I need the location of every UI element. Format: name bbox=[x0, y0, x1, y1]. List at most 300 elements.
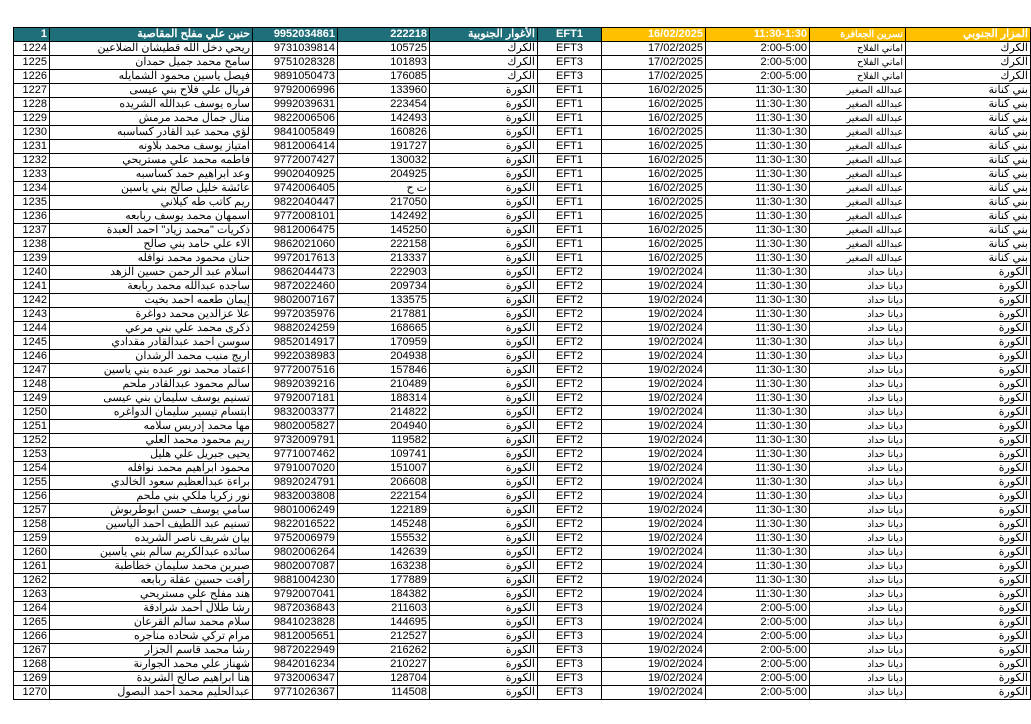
cell-date: 16/02/2025 bbox=[602, 210, 706, 224]
cell-date: 19/02/2024 bbox=[602, 560, 706, 574]
cell-location: الكورة bbox=[906, 574, 1031, 588]
cell-date: 19/02/2024 bbox=[602, 546, 706, 560]
cell-name: فريال علي فلاح بني عيسى bbox=[50, 84, 253, 98]
cell-time: 11:30-1:30 bbox=[706, 252, 810, 266]
cell-directorate: الكورة bbox=[430, 210, 538, 224]
cell-directorate: الكورة bbox=[430, 420, 538, 434]
cell-time: 11:30-1:30 bbox=[706, 280, 810, 294]
cell-directorate: الكورة bbox=[430, 280, 538, 294]
cell-location: الكورة bbox=[906, 518, 1031, 532]
cell-location: الكورة bbox=[906, 350, 1031, 364]
cell-location: الكورة bbox=[906, 294, 1031, 308]
cell-directorate: الكرك bbox=[430, 56, 538, 70]
cell-group: EFT1 bbox=[538, 98, 602, 112]
cell-national-id: 9812006414 bbox=[253, 140, 338, 154]
cell-national-id: 9791007020 bbox=[253, 462, 338, 476]
cell-time: 11:30-1:30 bbox=[706, 490, 810, 504]
table-row bbox=[14, 238, 1031, 252]
cell-time: 2:00-5:00 bbox=[706, 672, 810, 686]
cell-supervisor: عبدالله الصغير bbox=[810, 140, 906, 154]
cell-group: EFT3 bbox=[538, 686, 602, 700]
cell-supervisor: ديانا حداد bbox=[810, 406, 906, 420]
cell-name: مرام تركي شحاده مناجره bbox=[50, 630, 253, 644]
cell-row-number: 1244 bbox=[14, 322, 50, 336]
cell-row-number: 1254 bbox=[14, 462, 50, 476]
cell-exam-id: 144695 bbox=[338, 616, 430, 630]
cell-time: 11:30-1:30 bbox=[706, 532, 810, 546]
cell-group: EFT3 bbox=[538, 602, 602, 616]
cell-date: 19/02/2024 bbox=[602, 336, 706, 350]
cell-location: الكورة bbox=[906, 308, 1031, 322]
cell-location: الكورة bbox=[906, 434, 1031, 448]
cell-group: EFT2 bbox=[538, 378, 602, 392]
cell-time: 11:30-1:30 bbox=[706, 504, 810, 518]
table-row bbox=[14, 140, 1031, 154]
table-row bbox=[14, 518, 1031, 532]
cell-exam-id: 145248 bbox=[338, 518, 430, 532]
cell-time: 11:30-1:30 bbox=[706, 574, 810, 588]
cell-location: بني كنانة bbox=[906, 154, 1031, 168]
cell-date: 19/02/2024 bbox=[602, 490, 706, 504]
table-row bbox=[14, 98, 1031, 112]
cell-national-id: 9822016522 bbox=[253, 518, 338, 532]
cell-date: 16/02/2025 bbox=[602, 182, 706, 196]
cell-exam-id: 145250 bbox=[338, 224, 430, 238]
cell-exam-id: 212527 bbox=[338, 630, 430, 644]
cell-group: EFT2 bbox=[538, 588, 602, 602]
cell-supervisor: ديانا حداد bbox=[810, 280, 906, 294]
cell-exam-id: 184382 bbox=[338, 588, 430, 602]
cell-location: بني كنانة bbox=[906, 140, 1031, 154]
cell-location: الكورة bbox=[906, 364, 1031, 378]
header-cell-group: EFT1 bbox=[538, 28, 602, 42]
cell-row-number: 1268 bbox=[14, 658, 50, 672]
cell-date: 19/02/2024 bbox=[602, 350, 706, 364]
cell-row-number: 1238 bbox=[14, 238, 50, 252]
cell-time: 11:30-1:30 bbox=[706, 140, 810, 154]
cell-exam-id: 214822 bbox=[338, 406, 430, 420]
cell-row-number: 1270 bbox=[14, 686, 50, 700]
table-row bbox=[14, 182, 1031, 196]
cell-date: 19/02/2024 bbox=[602, 434, 706, 448]
cell-date: 19/02/2024 bbox=[602, 672, 706, 686]
cell-exam-id: 105725 bbox=[338, 42, 430, 56]
table-row bbox=[14, 658, 1031, 672]
cell-supervisor: عبدالله الصغير bbox=[810, 126, 906, 140]
cell-exam-id: 210227 bbox=[338, 658, 430, 672]
cell-date: 16/02/2025 bbox=[602, 84, 706, 98]
cell-row-number: 1237 bbox=[14, 224, 50, 238]
cell-group: EFT1 bbox=[538, 196, 602, 210]
cell-name: وعد ابراهيم حمد كساسبه bbox=[50, 168, 253, 182]
cell-group: EFT2 bbox=[538, 350, 602, 364]
cell-row-number: 1250 bbox=[14, 406, 50, 420]
cell-national-id: 9822040447 bbox=[253, 196, 338, 210]
table-row bbox=[14, 378, 1031, 392]
cell-directorate: الكورة bbox=[430, 560, 538, 574]
cell-exam-id: 211603 bbox=[338, 602, 430, 616]
cell-name: هند مفلح علي مستريحي bbox=[50, 588, 253, 602]
cell-supervisor: ديانا حداد bbox=[810, 672, 906, 686]
cell-exam-id: 176085 bbox=[338, 70, 430, 84]
cell-time: 11:30-1:30 bbox=[706, 462, 810, 476]
cell-supervisor: ديانا حداد bbox=[810, 364, 906, 378]
cell-exam-id: 142492 bbox=[338, 210, 430, 224]
cell-directorate: الكورة bbox=[430, 658, 538, 672]
cell-national-id: 9731039814 bbox=[253, 42, 338, 56]
cell-row-number: 1233 bbox=[14, 168, 50, 182]
cell-location: الكورة bbox=[906, 546, 1031, 560]
cell-directorate: الكورة bbox=[430, 672, 538, 686]
cell-date: 19/02/2024 bbox=[602, 280, 706, 294]
cell-row-number: 1229 bbox=[14, 112, 50, 126]
cell-exam-id: 114508 bbox=[338, 686, 430, 700]
cell-time: 2:00-5:00 bbox=[706, 616, 810, 630]
cell-national-id: 9972017613 bbox=[253, 252, 338, 266]
cell-national-id: 9792007041 bbox=[253, 588, 338, 602]
cell-national-id: 9832003377 bbox=[253, 406, 338, 420]
cell-exam-id: 188314 bbox=[338, 392, 430, 406]
table-row bbox=[14, 630, 1031, 644]
cell-date: 16/02/2025 bbox=[602, 196, 706, 210]
cell-group: EFT2 bbox=[538, 336, 602, 350]
cell-national-id: 9732009791 bbox=[253, 434, 338, 448]
cell-time: 2:00-5:00 bbox=[706, 686, 810, 700]
cell-name: اسلام عبد الرحمن حسين الزهد bbox=[50, 266, 253, 280]
header-cell-national-id: 9952034861 bbox=[253, 28, 338, 42]
cell-national-id: 9802006264 bbox=[253, 546, 338, 560]
cell-exam-id: 133575 bbox=[338, 294, 430, 308]
cell-row-number: 1258 bbox=[14, 518, 50, 532]
cell-directorate: الكرك bbox=[430, 70, 538, 84]
cell-group: EFT1 bbox=[538, 238, 602, 252]
cell-group: EFT1 bbox=[538, 140, 602, 154]
cell-directorate: الكورة bbox=[430, 112, 538, 126]
cell-national-id: 9792006996 bbox=[253, 84, 338, 98]
cell-row-number: 1252 bbox=[14, 434, 50, 448]
cell-exam-id: 204940 bbox=[338, 420, 430, 434]
cell-row-number: 1243 bbox=[14, 308, 50, 322]
cell-supervisor: ديانا حداد bbox=[810, 532, 906, 546]
cell-directorate: الكورة bbox=[430, 476, 538, 490]
cell-location: الكورة bbox=[906, 672, 1031, 686]
cell-location: الكورة bbox=[906, 462, 1031, 476]
cell-row-number: 1246 bbox=[14, 350, 50, 364]
cell-group: EFT2 bbox=[538, 280, 602, 294]
cell-location: الكورة bbox=[906, 266, 1031, 280]
cell-location: الكورة bbox=[906, 560, 1031, 574]
cell-location: بني كنانة bbox=[906, 126, 1031, 140]
cell-directorate: الكورة bbox=[430, 406, 538, 420]
cell-name: سلام محمد سالم القرعان bbox=[50, 616, 253, 630]
cell-exam-id: 206608 bbox=[338, 476, 430, 490]
header-cell-name: حنين علي مفلح المقاصبة bbox=[50, 28, 253, 42]
table-row bbox=[14, 602, 1031, 616]
cell-exam-id: 168665 bbox=[338, 322, 430, 336]
table-row bbox=[14, 532, 1031, 546]
cell-national-id: 9751028328 bbox=[253, 56, 338, 70]
table-row bbox=[14, 168, 1031, 182]
cell-time: 11:30-1:30 bbox=[706, 392, 810, 406]
cell-directorate: الكورة bbox=[430, 196, 538, 210]
cell-exam-id: 109741 bbox=[338, 448, 430, 462]
cell-national-id: 9842016234 bbox=[253, 658, 338, 672]
cell-group: EFT2 bbox=[538, 322, 602, 336]
cell-date: 16/02/2025 bbox=[602, 126, 706, 140]
cell-group: EFT3 bbox=[538, 644, 602, 658]
table-row bbox=[14, 406, 1031, 420]
cell-supervisor: ديانا حداد bbox=[810, 294, 906, 308]
cell-name: سامي يوسف حسن ابوطربوش bbox=[50, 504, 253, 518]
table-row bbox=[14, 84, 1031, 98]
cell-national-id: 9742006405 bbox=[253, 182, 338, 196]
cell-directorate: الكورة bbox=[430, 308, 538, 322]
cell-time: 11:30-1:30 bbox=[706, 196, 810, 210]
cell-time: 11:30-1:30 bbox=[706, 294, 810, 308]
cell-name: ساره يوسف عبدالله الشريده bbox=[50, 98, 253, 112]
cell-group: EFT3 bbox=[538, 616, 602, 630]
cell-national-id: 9872036843 bbox=[253, 602, 338, 616]
cell-location: بني كنانة bbox=[906, 210, 1031, 224]
table-row bbox=[14, 560, 1031, 574]
cell-date: 19/02/2024 bbox=[602, 392, 706, 406]
cell-national-id: 9881004230 bbox=[253, 574, 338, 588]
table-row bbox=[14, 392, 1031, 406]
cell-time: 2:00-5:00 bbox=[706, 70, 810, 84]
cell-exam-id: 151007 bbox=[338, 462, 430, 476]
cell-date: 19/02/2024 bbox=[602, 462, 706, 476]
cell-supervisor: ديانا حداد bbox=[810, 658, 906, 672]
cell-row-number: 1245 bbox=[14, 336, 50, 350]
cell-exam-id: 223454 bbox=[338, 98, 430, 112]
cell-group: EFT3 bbox=[538, 658, 602, 672]
cell-time: 11:30-1:30 bbox=[706, 224, 810, 238]
cell-group: EFT2 bbox=[538, 490, 602, 504]
cell-time: 11:30-1:30 bbox=[706, 126, 810, 140]
cell-row-number: 1234 bbox=[14, 182, 50, 196]
cell-supervisor: عبدالله الصغير bbox=[810, 98, 906, 112]
cell-directorate: الكورة bbox=[430, 84, 538, 98]
cell-exam-id: 222154 bbox=[338, 490, 430, 504]
cell-row-number: 1267 bbox=[14, 644, 50, 658]
cell-directorate: الكورة bbox=[430, 644, 538, 658]
cell-time: 2:00-5:00 bbox=[706, 56, 810, 70]
cell-directorate: الكرك bbox=[430, 42, 538, 56]
cell-location: الكورة bbox=[906, 616, 1031, 630]
cell-date: 17/02/2025 bbox=[602, 70, 706, 84]
cell-exam-id: 204925 bbox=[338, 168, 430, 182]
cell-exam-id: 119582 bbox=[338, 434, 430, 448]
cell-supervisor: ديانا حداد bbox=[810, 490, 906, 504]
cell-supervisor: عبدالله الصغير bbox=[810, 84, 906, 98]
table-row bbox=[14, 616, 1031, 630]
cell-location: بني كنانة bbox=[906, 182, 1031, 196]
cell-supervisor: اماني الفلاح bbox=[810, 42, 906, 56]
cell-name: حنان محمود محمد نوافله bbox=[50, 252, 253, 266]
cell-directorate: الكورة bbox=[430, 630, 538, 644]
cell-name: يحيى جبريل علي هليل bbox=[50, 448, 253, 462]
roster-table bbox=[13, 27, 1031, 700]
cell-location: الكورة bbox=[906, 322, 1031, 336]
cell-row-number: 1231 bbox=[14, 140, 50, 154]
cell-date: 16/02/2025 bbox=[602, 168, 706, 182]
cell-date: 17/02/2025 bbox=[602, 56, 706, 70]
cell-directorate: الكورة bbox=[430, 224, 538, 238]
cell-row-number: 1230 bbox=[14, 126, 50, 140]
cell-exam-id: 142493 bbox=[338, 112, 430, 126]
cell-directorate: الكورة bbox=[430, 252, 538, 266]
cell-national-id: 9801006249 bbox=[253, 504, 338, 518]
cell-supervisor: ديانا حداد bbox=[810, 574, 906, 588]
cell-exam-id: 217881 bbox=[338, 308, 430, 322]
cell-exam-id: 133960 bbox=[338, 84, 430, 98]
cell-time: 11:30-1:30 bbox=[706, 322, 810, 336]
cell-time: 11:30-1:30 bbox=[706, 364, 810, 378]
cell-supervisor: ديانا حداد bbox=[810, 378, 906, 392]
header-cell-row-number: 1 bbox=[14, 28, 50, 42]
cell-date: 19/02/2024 bbox=[602, 476, 706, 490]
cell-national-id: 9792007181 bbox=[253, 392, 338, 406]
cell-supervisor: ديانا حداد bbox=[810, 322, 906, 336]
cell-supervisor: عبدالله الصغير bbox=[810, 238, 906, 252]
cell-directorate: الكورة bbox=[430, 616, 538, 630]
cell-row-number: 1235 bbox=[14, 196, 50, 210]
header-cell-exam-id: 222218 bbox=[338, 28, 430, 42]
cell-supervisor: ديانا حداد bbox=[810, 616, 906, 630]
cell-name: عبدالحليم محمد أحمد البصول bbox=[50, 686, 253, 700]
cell-name: هنا ابراهيم صالح الشريدة bbox=[50, 672, 253, 686]
cell-date: 19/02/2024 bbox=[602, 378, 706, 392]
cell-group: EFT2 bbox=[538, 448, 602, 462]
cell-row-number: 1262 bbox=[14, 574, 50, 588]
cell-national-id: 9802007087 bbox=[253, 560, 338, 574]
cell-name: ابتسام تيسير سليمان الدواغره bbox=[50, 406, 253, 420]
header-cell-date: 16/02/2025 bbox=[602, 28, 706, 42]
header-row bbox=[14, 28, 1031, 42]
cell-name: ساجده عبدالله محمد ربابعة bbox=[50, 280, 253, 294]
cell-name: براءة عبدالعظيم سعود الخالدي bbox=[50, 476, 253, 490]
cell-exam-id: ت ح bbox=[338, 182, 430, 196]
cell-exam-id: 157846 bbox=[338, 364, 430, 378]
cell-directorate: الكورة bbox=[430, 686, 538, 700]
cell-national-id: 9802005827 bbox=[253, 420, 338, 434]
cell-supervisor: ديانا حداد bbox=[810, 518, 906, 532]
cell-exam-id: 101893 bbox=[338, 56, 430, 70]
cell-directorate: الكورة bbox=[430, 294, 538, 308]
cell-group: EFT2 bbox=[538, 266, 602, 280]
cell-name: رشا طلال أحمد شرادقة bbox=[50, 602, 253, 616]
cell-name: ريم كاتب طه كيلاني bbox=[50, 196, 253, 210]
table-row bbox=[14, 588, 1031, 602]
cell-name: عائشة خليل صالح بني ياسين bbox=[50, 182, 253, 196]
cell-location: الكرك bbox=[906, 56, 1031, 70]
cell-time: 11:30-1:30 bbox=[706, 420, 810, 434]
cell-supervisor: ديانا حداد bbox=[810, 476, 906, 490]
cell-date: 19/02/2024 bbox=[602, 294, 706, 308]
cell-location: الكورة bbox=[906, 630, 1031, 644]
cell-time: 11:30-1:30 bbox=[706, 154, 810, 168]
cell-date: 16/02/2025 bbox=[602, 112, 706, 126]
cell-row-number: 1269 bbox=[14, 672, 50, 686]
cell-supervisor: عبدالله الصغير bbox=[810, 154, 906, 168]
cell-exam-id: 130032 bbox=[338, 154, 430, 168]
cell-date: 16/02/2025 bbox=[602, 154, 706, 168]
cell-row-number: 1264 bbox=[14, 602, 50, 616]
cell-date: 19/02/2024 bbox=[602, 406, 706, 420]
cell-date: 19/02/2024 bbox=[602, 658, 706, 672]
cell-directorate: الكورة bbox=[430, 98, 538, 112]
cell-national-id: 9922038983 bbox=[253, 350, 338, 364]
cell-row-number: 1261 bbox=[14, 560, 50, 574]
cell-group: EFT2 bbox=[538, 518, 602, 532]
cell-group: EFT1 bbox=[538, 252, 602, 266]
cell-national-id: 9872022949 bbox=[253, 644, 338, 658]
cell-location: بني كنانة bbox=[906, 84, 1031, 98]
cell-name: نور زكريا ملكي بني ملحم bbox=[50, 490, 253, 504]
cell-time: 11:30-1:30 bbox=[706, 182, 810, 196]
cell-name: اريج منيب محمد الرشدان bbox=[50, 350, 253, 364]
cell-name: تسنيم عبد اللطيف احمد الياسين bbox=[50, 518, 253, 532]
cell-national-id: 9972035976 bbox=[253, 308, 338, 322]
cell-group: EFT3 bbox=[538, 630, 602, 644]
cell-supervisor: عبدالله الصغير bbox=[810, 182, 906, 196]
cell-location: بني كنانة bbox=[906, 196, 1031, 210]
cell-location: بني كنانة bbox=[906, 112, 1031, 126]
cell-row-number: 1241 bbox=[14, 280, 50, 294]
cell-exam-id: 217050 bbox=[338, 196, 430, 210]
cell-time: 11:30-1:30 bbox=[706, 308, 810, 322]
cell-row-number: 1240 bbox=[14, 266, 50, 280]
cell-exam-id: 222158 bbox=[338, 238, 430, 252]
table-row bbox=[14, 266, 1031, 280]
cell-national-id: 9772007427 bbox=[253, 154, 338, 168]
table-row bbox=[14, 70, 1031, 84]
cell-location: الكورة bbox=[906, 588, 1031, 602]
cell-name: سالم محمود عبدالقادر ملحم bbox=[50, 378, 253, 392]
cell-time: 11:30-1:30 bbox=[706, 266, 810, 280]
cell-group: EFT3 bbox=[538, 70, 602, 84]
cell-name: إيمان طعمه احمد بخيت bbox=[50, 294, 253, 308]
cell-name: اسمهان محمد يوسف ربابعه bbox=[50, 210, 253, 224]
cell-row-number: 1256 bbox=[14, 490, 50, 504]
cell-national-id: 9752006979 bbox=[253, 532, 338, 546]
cell-location: الكورة bbox=[906, 644, 1031, 658]
cell-national-id: 9772007516 bbox=[253, 364, 338, 378]
cell-time: 11:30-1:30 bbox=[706, 434, 810, 448]
cell-national-id: 9862044473 bbox=[253, 266, 338, 280]
cell-date: 19/02/2024 bbox=[602, 420, 706, 434]
table-row bbox=[14, 434, 1031, 448]
cell-time: 2:00-5:00 bbox=[706, 658, 810, 672]
cell-directorate: الكورة bbox=[430, 140, 538, 154]
cell-location: الكورة bbox=[906, 476, 1031, 490]
cell-national-id: 9892039216 bbox=[253, 378, 338, 392]
cell-time: 11:30-1:30 bbox=[706, 112, 810, 126]
table-row bbox=[14, 322, 1031, 336]
cell-name: رأفت حسين عقلة ربابعه bbox=[50, 574, 253, 588]
header-cell-directorate: الأغوار الجنوبية bbox=[430, 28, 538, 42]
cell-group: EFT3 bbox=[538, 672, 602, 686]
cell-row-number: 1249 bbox=[14, 392, 50, 406]
cell-exam-id: 155532 bbox=[338, 532, 430, 546]
cell-row-number: 1257 bbox=[14, 504, 50, 518]
cell-time: 11:30-1:30 bbox=[706, 546, 810, 560]
cell-row-number: 1232 bbox=[14, 154, 50, 168]
cell-row-number: 1227 bbox=[14, 84, 50, 98]
cell-name: رشا محمد قاسم الجزار bbox=[50, 644, 253, 658]
table-row bbox=[14, 112, 1031, 126]
cell-row-number: 1247 bbox=[14, 364, 50, 378]
